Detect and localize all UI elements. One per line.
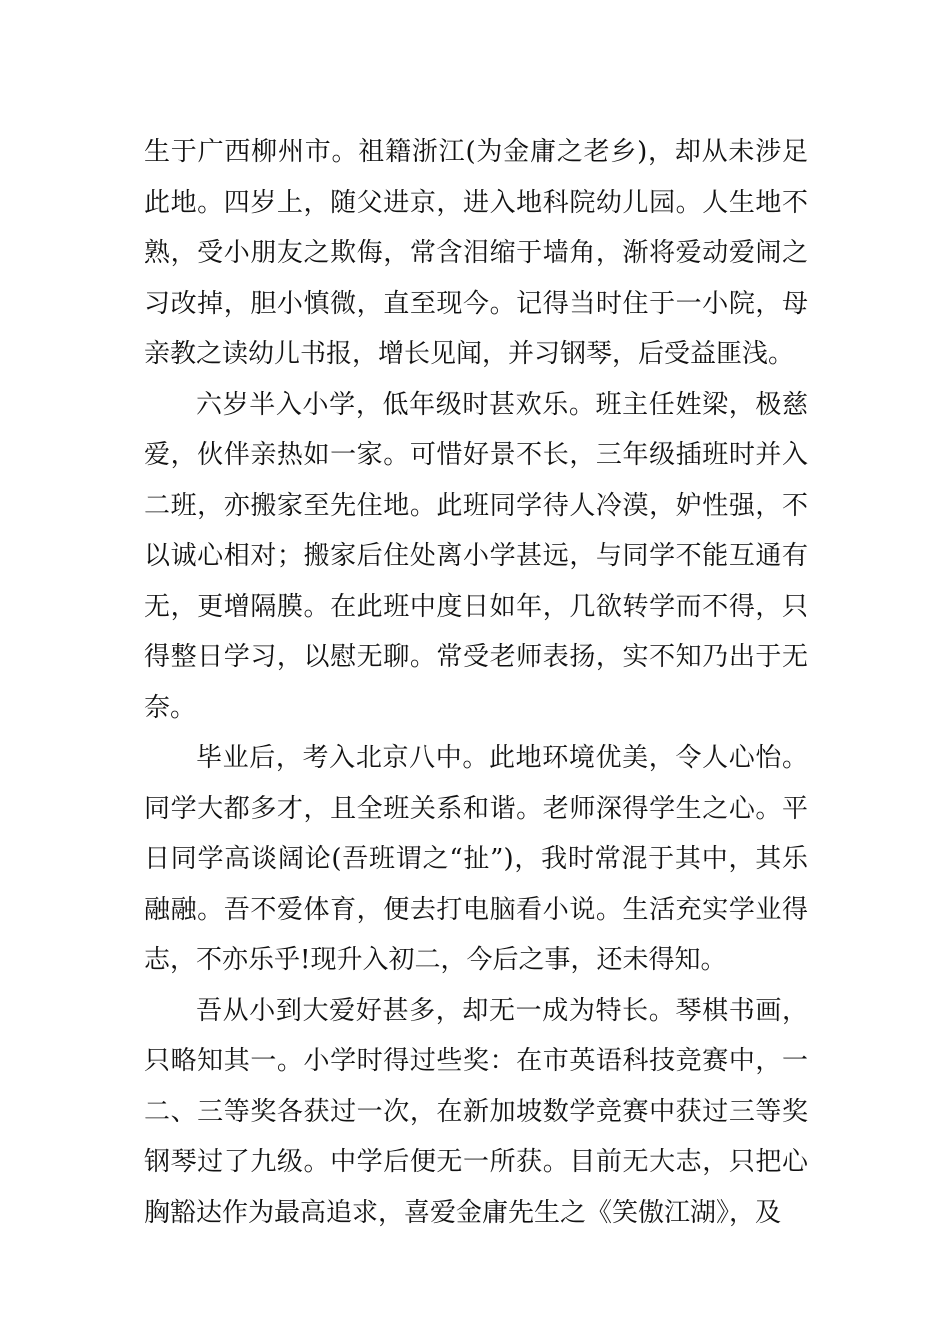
- paragraph-4: 吾从小到大爱好甚多，却无一成为特长。琴棋书画，只略知其一。小学时得过些奖：在市英语科技竞赛中，一二、三等奖各获过一次，在新加坡数学竞赛中获过三等奖钢琴过了九级。中学后便无一所获。目前无大志，只把心胸豁达作为最高追求，喜爱金庸先生之《笑傲江湖》，及: [144, 995, 808, 1228]
- paragraph-1: 生于广西柳州市。祖籍浙江(为金庸之老乡)，却从未涉足此地。四岁上，随父进京，进入地科院幼儿园。人生地不熟，受小朋友之欺侮，常含泪缩于墙角，渐将爱动爱闹之习改掉，胆小慎微，直至现今。记得当时住于一小院，母亲教之读幼儿书报，增长见闻，并习钢琴，后受益匪浅。: [144, 137, 808, 369]
- paragraph-2: 六岁半入小学，低年级时甚欢乐。班主任姓梁，极慈爱，伙伴亲热如一家。可惜好景不长，三年级插班时并入二班，亦搬家至先住地。此班同学待人冷漠，妒性强，不以诚心相对；搬家后住处离小学甚远，与同学不能互通有无，更增隔膜。在此班中度日如年，几欲转学而不得，只得整日学习，以慰无聊。常受老师表扬，实不知乃出于无奈。: [144, 389, 808, 723]
- document-body: [144, 127, 808, 1238]
- paragraph-3: 毕业后，考入北京八中。此地环境优美，令人心怡。同学大都多才，且全班关系和谐。老师深得学生之心。平日同学高谈阔论(吾班谓之“扯”)，我时常混于其中，其乐融融。吾不爱体育，便去打电脑看小说。生活充实学业得志，不亦乐乎!现升入初二，今后之事，还未得知。: [144, 743, 808, 975]
